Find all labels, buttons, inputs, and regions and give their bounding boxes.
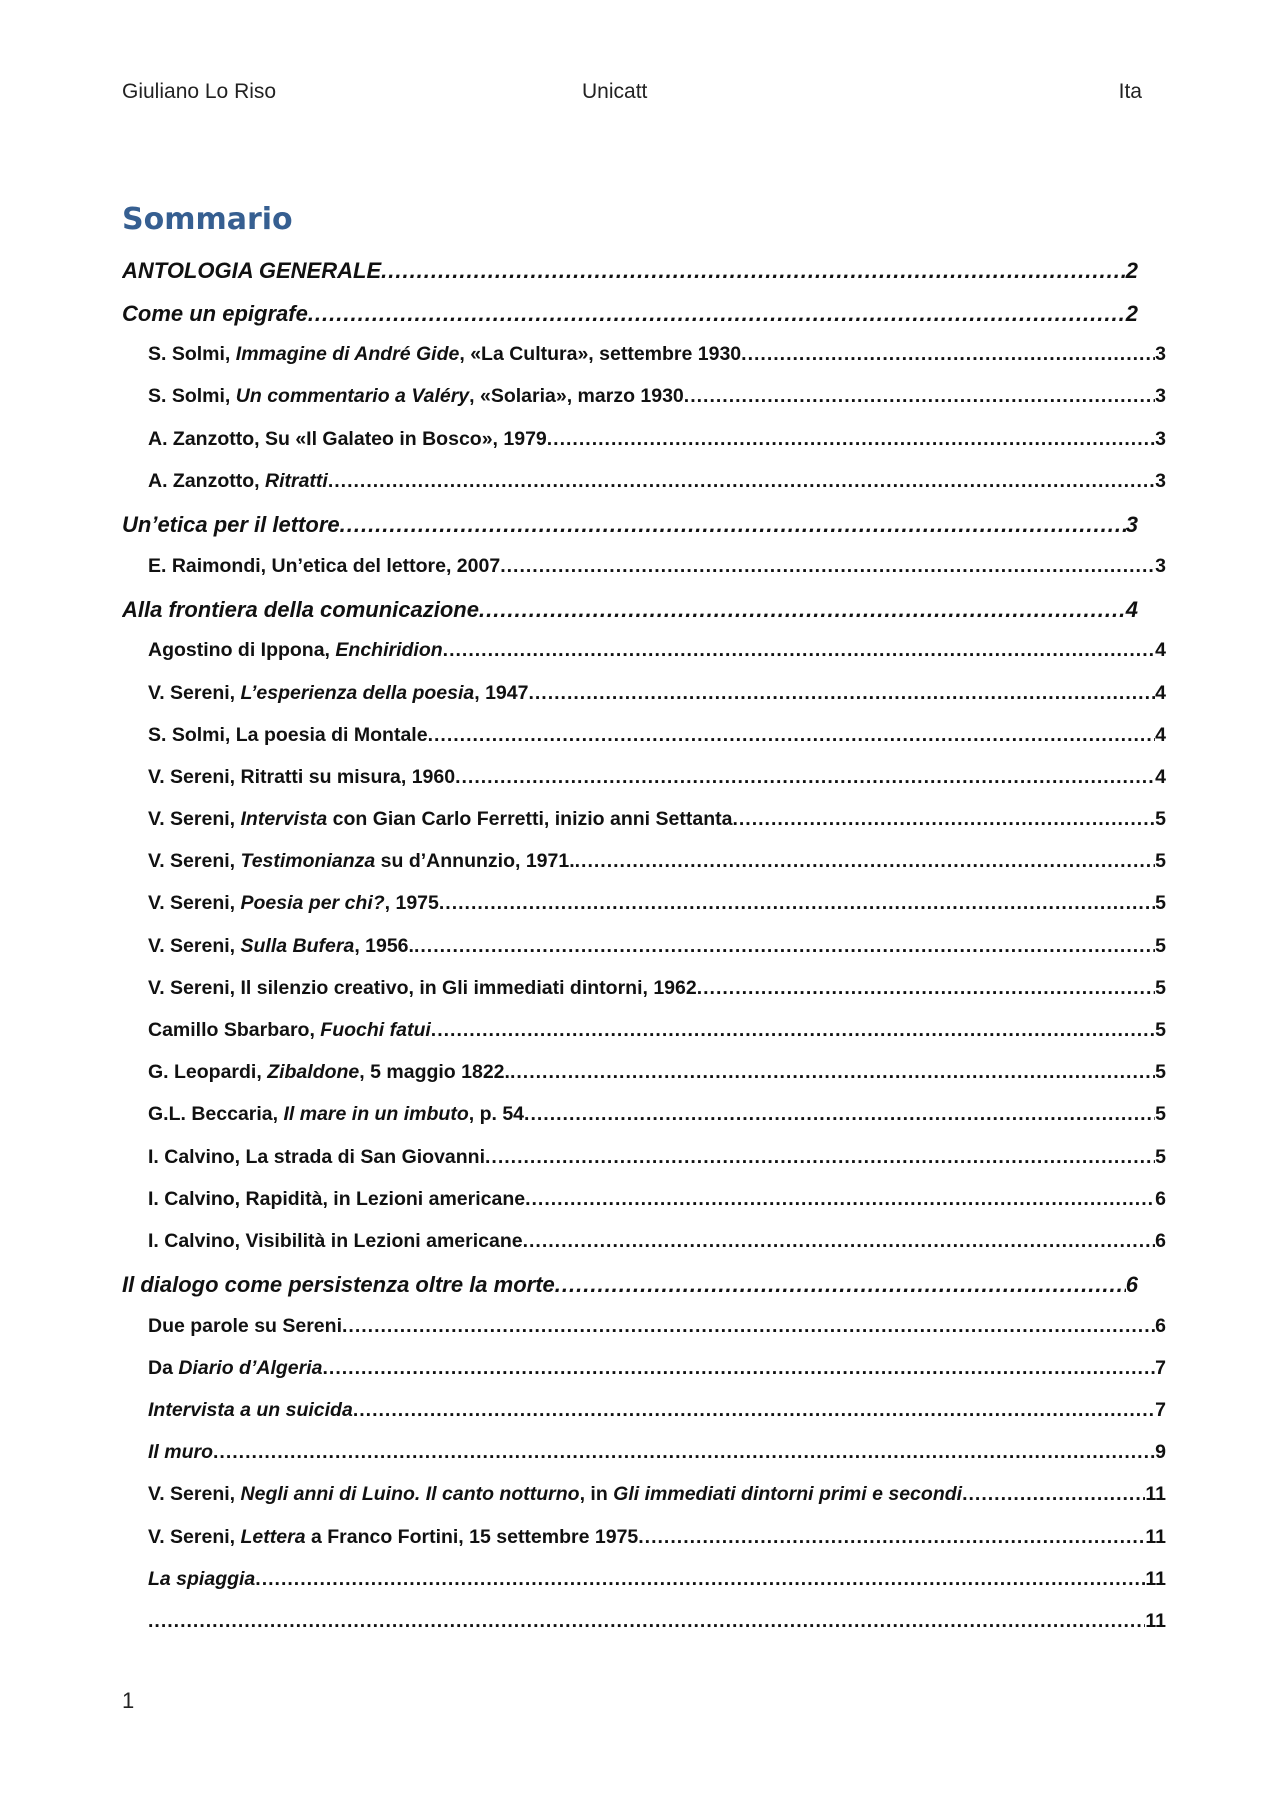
toc-entry-text: Negli anni di Luino. Il canto notturno	[240, 1483, 580, 1506]
toc-entry-text: , 1975	[384, 892, 439, 915]
toc-subentry-link[interactable]	[122, 935, 1166, 977]
toc-entry-text: Intervista a un suicida	[148, 1399, 353, 1422]
toc-heading-link[interactable]	[122, 1272, 1152, 1315]
toc-page-number: 2	[1125, 300, 1138, 326]
toc-leader-dots	[528, 682, 1155, 705]
toc-entry-text: V. Sereni, Ritratti su misura, 1960	[148, 765, 456, 788]
toc-leader-dots	[732, 808, 1155, 831]
toc-entry-text: Un commentario a Valéry	[235, 385, 470, 408]
toc-subentry-link[interactable]	[122, 977, 1166, 1019]
toc-entry-title	[148, 555, 500, 578]
toc-entry-title	[148, 1188, 525, 1211]
toc-leader-dots	[255, 1568, 1145, 1591]
toc-entry-text: S. Solmi,	[148, 385, 236, 408]
toc-page-number: 3	[1125, 511, 1138, 537]
toc-entry-title	[122, 1272, 555, 1298]
toc-entry-title	[122, 597, 479, 623]
toc-entry-text: G.L. Beccaria,	[148, 1103, 284, 1126]
toc-entry-text: , «La Cultura», settembre 1930	[459, 343, 742, 366]
toc-subentry-link[interactable]	[122, 1019, 1166, 1061]
toc-entry-title	[148, 808, 732, 831]
toc-entry-title	[148, 1568, 255, 1591]
toc-entry-text: Due parole su Sereni	[148, 1314, 342, 1337]
toc-leader-dots	[684, 385, 1155, 408]
toc-entry-text: Gli immediati dintorni primi e secondi	[613, 1483, 963, 1506]
toc-entry-text: V. Sereni,	[148, 850, 241, 873]
toc-leader-dots	[555, 1272, 1126, 1298]
toc-entry-text: Ritratti	[264, 469, 328, 492]
toc-leader-dots	[328, 470, 1155, 493]
toc-page-number: 6	[1155, 1314, 1166, 1337]
toc-entry-title	[148, 1441, 213, 1464]
toc-page-number: 5	[1155, 934, 1166, 957]
toc-leader-dots	[455, 766, 1155, 789]
toc-leader-dots	[428, 724, 1156, 747]
toc-page-number: 4	[1155, 723, 1166, 746]
toc-entry-text: I. Calvino, Visibilità in Lezioni americane	[148, 1229, 523, 1252]
toc-heading-link[interactable]	[122, 597, 1152, 640]
toc-leader-dots	[479, 597, 1126, 623]
toc-leader-dots	[322, 1357, 1155, 1380]
toc-entry-title	[122, 301, 308, 327]
toc-page-number: 5	[1155, 850, 1166, 873]
toc-page-number: 4	[1155, 765, 1166, 788]
toc-page-number: 5	[1155, 1145, 1166, 1168]
toc-entry-text: su d’Annunzio, 1971.	[375, 850, 575, 873]
toc-entry-text: Da	[148, 1356, 179, 1379]
toc-subentry-link[interactable]	[122, 682, 1166, 724]
toc-subentry-link[interactable]	[122, 892, 1166, 934]
toc-page-number: 3	[1155, 385, 1166, 408]
header-author: Giuliano Lo Riso	[122, 80, 277, 103]
toc-subentry-link[interactable]	[122, 639, 1166, 681]
toc-entry-text: , p. 54	[468, 1103, 525, 1126]
toc-heading-link[interactable]	[122, 258, 1152, 301]
toc-subentry-link[interactable]	[122, 1399, 1166, 1441]
toc-entry-title	[148, 1230, 523, 1253]
toc-entry-title	[148, 1061, 510, 1084]
toc-leader-dots	[485, 1146, 1155, 1169]
toc-subentry-link[interactable]	[122, 808, 1166, 850]
toc-leader-dots	[148, 1610, 1145, 1633]
toc-entry-title	[148, 724, 428, 747]
toc-entry-text: Zibaldone	[267, 1061, 360, 1084]
toc-subentry-link[interactable]	[122, 1061, 1166, 1103]
table-of-contents	[122, 258, 1166, 1652]
toc-entry-title	[148, 470, 328, 493]
toc-subentry-link[interactable]	[122, 1230, 1166, 1272]
toc-leader-dots	[547, 428, 1155, 451]
toc-page-number: 5	[1155, 1061, 1166, 1084]
toc-page-number: 5	[1155, 976, 1166, 999]
toc-page-number: 6	[1125, 1272, 1138, 1298]
toc-entry-text: Poesia per chi?	[240, 892, 385, 915]
toc-entry-text: E. Raimondi, Un’etica del lettore, 2007	[148, 554, 501, 577]
toc-leader-dots	[510, 1061, 1155, 1084]
toc-entry-title	[148, 343, 741, 366]
toc-page-number: 5	[1155, 892, 1166, 915]
toc-page-number: 4	[1125, 596, 1138, 622]
toc-leader-dots	[308, 301, 1126, 327]
toc-entry-title	[148, 639, 443, 662]
toc-entry-text: Camillo Sbarbaro,	[148, 1019, 321, 1041]
toc-entry-text: A. Zanzotto, Su «Il Galateo in Bosco», 1979	[148, 427, 547, 450]
toc-subentry-link[interactable]	[122, 428, 1166, 470]
toc-subentry-link[interactable]	[122, 1483, 1166, 1525]
toc-entry-text: V. Sereni, Il silenzio creativo, in Gli immediati dintorni, 1962	[148, 976, 697, 999]
toc-entry-text: Diario d’Algeria	[178, 1356, 323, 1379]
toc-subentry-link[interactable]	[122, 724, 1166, 766]
toc-entry-text: ANTOLOGIA GENERALE	[122, 258, 382, 283]
toc-leader-dots	[431, 1019, 1155, 1042]
toc-entry-title	[148, 1103, 524, 1126]
toc-entry-text: Il muro	[148, 1441, 214, 1464]
toc-entry-title	[148, 892, 439, 915]
toc-entry-text: , 1956.	[354, 934, 414, 957]
toc-entry-title	[148, 977, 697, 1000]
toc-leader-dots	[381, 258, 1126, 284]
toc-leader-dots	[523, 1230, 1156, 1253]
toc-entry-text: La spiaggia	[148, 1567, 256, 1590]
toc-entry-title	[148, 1526, 638, 1549]
toc-leader-dots	[439, 892, 1155, 915]
toc-page-number: 5	[1155, 1103, 1166, 1126]
toc-title: Sommario	[122, 202, 293, 237]
toc-entry-title	[148, 1357, 322, 1380]
toc-entry-text: Immagine di André Gide	[235, 343, 460, 366]
toc-leader-dots	[500, 555, 1155, 578]
toc-leader-dots	[962, 1483, 1145, 1506]
toc-subentry-link[interactable]	[122, 1610, 1166, 1652]
toc-entry-text: Intervista	[240, 808, 328, 831]
toc-page-number: 3	[1155, 343, 1166, 366]
toc-entry-title	[148, 428, 547, 451]
toc-subentry-link[interactable]	[122, 850, 1166, 892]
toc-leader-dots	[443, 639, 1155, 662]
toc-entry-text: S. Solmi, La poesia di Montale	[148, 723, 428, 746]
toc-entry-text: Testimonianza	[240, 850, 376, 873]
toc-leader-dots	[741, 343, 1155, 366]
toc-heading-link[interactable]	[122, 512, 1152, 555]
toc-entry-text: , «Solaria», marzo 1930	[469, 385, 684, 408]
toc-entry-text: L’esperienza della poesia	[240, 681, 475, 704]
page-number: 1	[122, 1688, 135, 1713]
toc-entry-title	[148, 682, 528, 705]
toc-leader-dots	[697, 977, 1155, 1000]
toc-entry-text: A. Zanzotto,	[148, 469, 265, 492]
toc-page-number: 11	[1145, 1525, 1166, 1548]
toc-leader-dots	[638, 1526, 1145, 1549]
toc-entry-text: Il dialogo come persistenza oltre la morte	[122, 1272, 555, 1298]
toc-subentry-link[interactable]	[122, 1357, 1166, 1399]
toc-entry-title	[148, 1019, 431, 1042]
toc-leader-dots	[575, 850, 1156, 873]
toc-entry-text: Agostino di Ippona,	[148, 639, 336, 662]
toc-entry-text: Lettera	[240, 1525, 306, 1548]
toc-page-number: 5	[1155, 808, 1166, 831]
header-institution: Unicatt	[582, 80, 648, 103]
toc-entry-text: V. Sereni,	[148, 808, 241, 831]
toc-page-number: 11	[1145, 1610, 1166, 1633]
toc-leader-dots	[525, 1188, 1155, 1211]
toc-entry-text: G. Leopardi,	[148, 1061, 268, 1084]
toc-entry-title	[148, 1146, 485, 1169]
toc-page-number: 11	[1145, 1483, 1166, 1506]
toc-subentry-link[interactable]	[122, 1526, 1166, 1568]
toc-heading-link[interactable]	[122, 301, 1152, 344]
toc-page-number: 6	[1155, 1229, 1166, 1252]
toc-subentry-link[interactable]	[122, 385, 1166, 427]
toc-entry-title	[148, 1315, 342, 1338]
toc-subentry-link[interactable]	[122, 766, 1166, 808]
toc-page-number: 5	[1155, 1019, 1166, 1041]
toc-entry-text: con Gian Carlo Ferretti, inizio anni Settanta	[327, 808, 733, 831]
page-header	[122, 80, 1142, 106]
toc-leader-dots	[213, 1441, 1155, 1464]
toc-leader-dots	[340, 512, 1126, 538]
toc-page-number: 9	[1155, 1441, 1166, 1464]
toc-entry-title	[148, 850, 575, 873]
toc-page-number: 3	[1155, 469, 1166, 492]
toc-entry-text: a Franco Fortini, 15 settembre 1975	[305, 1525, 639, 1548]
toc-entry-title	[148, 1399, 353, 1422]
toc-entry-text: I. Calvino, Rapidità, in Lezioni americane	[148, 1187, 526, 1210]
toc-page-number: 7	[1155, 1356, 1166, 1379]
toc-entry-text: V. Sereni,	[148, 1483, 241, 1506]
toc-page-number: 2	[1125, 258, 1138, 283]
toc-leader-dots	[524, 1103, 1155, 1126]
toc-entry-title	[122, 258, 381, 284]
toc-entry-text: S. Solmi,	[148, 343, 236, 366]
toc-page-number: 6	[1155, 1187, 1166, 1210]
toc-entry-text: , in	[579, 1483, 614, 1506]
toc-entry-text: Fuochi fatui	[320, 1019, 431, 1041]
toc-entry-title	[122, 512, 340, 538]
toc-page-number: 3	[1155, 554, 1166, 577]
toc-page-number: 4	[1155, 639, 1166, 662]
toc-subentry-link[interactable]	[122, 470, 1166, 512]
toc-page-number: 4	[1155, 681, 1166, 704]
toc-entry-text: , 1947	[474, 681, 529, 704]
toc-entry-text: I. Calvino, La strada di San Giovanni	[148, 1145, 485, 1168]
toc-subentry-link[interactable]	[122, 1103, 1166, 1145]
toc-entry-text: Sulla Bufera	[240, 934, 355, 957]
toc-page-number: 3	[1155, 427, 1166, 450]
toc-subentry-link[interactable]	[122, 555, 1166, 597]
toc-entry-text: , 5 maggio 1822.	[359, 1061, 510, 1084]
toc-entry-text: Un’etica per il lettore	[122, 511, 340, 537]
toc-subentry-link[interactable]	[122, 1188, 1166, 1230]
toc-subentry-link[interactable]	[122, 1568, 1166, 1610]
toc-entry-title	[148, 766, 455, 789]
toc-entry-text: V. Sereni,	[148, 681, 241, 704]
toc-entry-title	[148, 935, 414, 958]
toc-entry-text: Alla frontiera della comunicazione	[122, 596, 479, 622]
toc-entry-text: V. Sereni,	[148, 934, 241, 957]
toc-page-number: 7	[1155, 1399, 1166, 1422]
toc-entry-title	[148, 385, 684, 408]
header-language: Ita	[1118, 80, 1142, 103]
toc-entry-text: Enchiridion	[335, 639, 443, 662]
toc-subentry-link[interactable]	[122, 1315, 1166, 1357]
toc-leader-dots	[342, 1315, 1155, 1338]
toc-leader-dots	[414, 935, 1155, 958]
toc-entry-text: Come un epigrafe	[122, 300, 308, 326]
toc-leader-dots	[353, 1399, 1155, 1422]
toc-subentry-link[interactable]	[122, 1146, 1166, 1188]
toc-page-number: 11	[1145, 1567, 1166, 1590]
toc-entry-text: V. Sereni,	[148, 892, 241, 915]
toc-subentry-link[interactable]	[122, 343, 1166, 385]
toc-subentry-link[interactable]	[122, 1441, 1166, 1483]
toc-entry-text: V. Sereni,	[148, 1525, 241, 1548]
toc-entry-title	[148, 1483, 962, 1506]
toc-entry-text: Il mare in un imbuto	[283, 1103, 469, 1126]
